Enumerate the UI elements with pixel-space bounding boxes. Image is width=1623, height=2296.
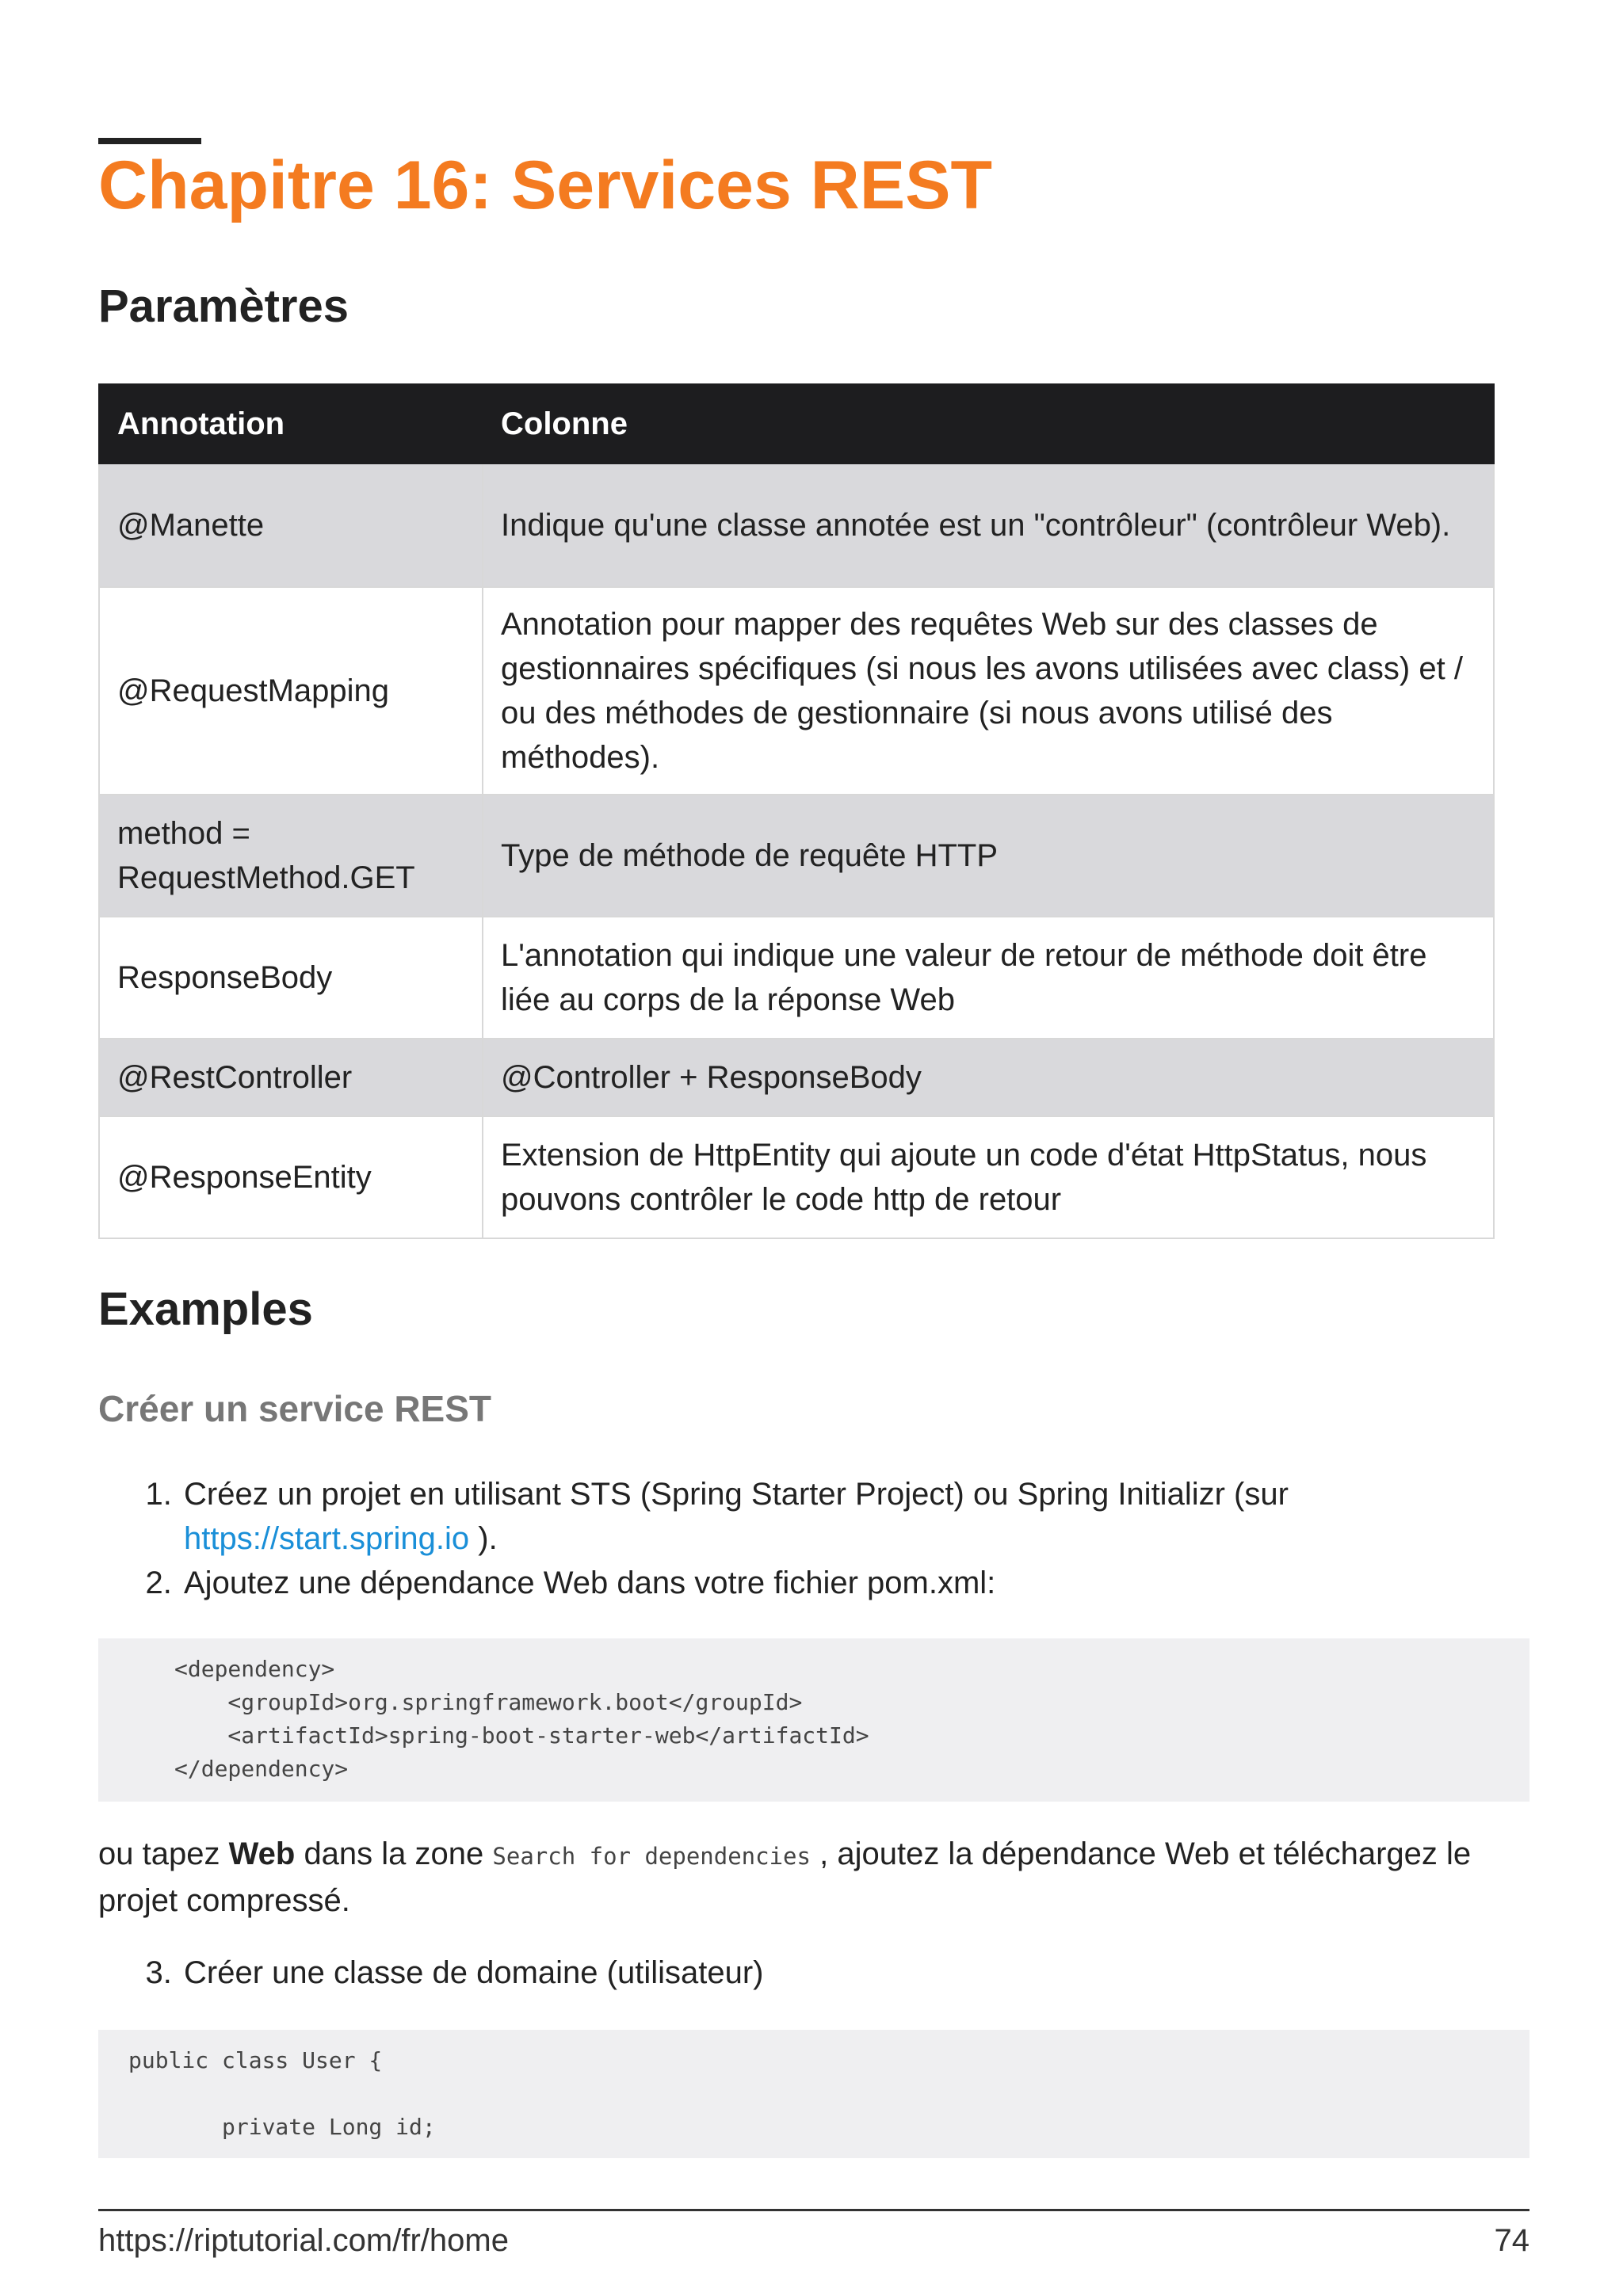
table-cell: L'annotation qui indique une valeur de retour de méthode doit être liée au corps de la réponse Web (483, 917, 1494, 1039)
step-text: Créer une classe de domaine (utilisateur) (184, 1955, 764, 1990)
table-cell: Type de méthode de requête HTTP (483, 795, 1494, 917)
table-row (99, 1116, 1494, 1238)
para-text: ou tapez (98, 1836, 220, 1871)
table-header-cell: Annotation (99, 384, 483, 463)
inline-code: Search for dependencies (492, 1843, 811, 1870)
table-cell: Annotation pour mapper des requêtes Web sur des classes de gestionnaires spécifiques (si nous les avons utilisées avec class) et / ou des méthodes de gestionnaire (si nous avons utilisé des méthodes). (483, 587, 1494, 795)
footer-url: https://riptutorial.com/fr/home (98, 2223, 509, 2258)
step-text-tail: ). (478, 1521, 498, 1556)
table-cell: Extension de HttpEntity qui ajoute un code d'état HttpStatus, nous pouvons contrôler le code http de retour (483, 1116, 1494, 1238)
table-cell: @RequestMapping (99, 587, 483, 795)
steps-list-2 (98, 1951, 1528, 1995)
chapter-rule (98, 138, 201, 144)
params-table (98, 383, 1495, 1239)
table-row (99, 587, 1494, 795)
footer-rule (98, 2209, 1529, 2211)
spring-initializr-link[interactable]: https://start.spring.io (184, 1521, 470, 1556)
dependency-paragraph (98, 1832, 1533, 1923)
examples-subheading: Créer un service REST (98, 1388, 492, 1429)
steps-list-1 (98, 1472, 1528, 1605)
table-row (99, 463, 1494, 587)
page-number: 74 (1494, 2223, 1529, 2258)
chapter-title: Chapitre 16: Services REST (98, 147, 993, 223)
table-row (99, 917, 1494, 1039)
code-block-dependency: <dependency> <groupId>org.springframework.boot</groupId> <artifactId>spring-boot-starter-web</artifactId> </dependency> (98, 1638, 1529, 1802)
list-item (181, 1561, 1528, 1605)
table-cell: Indique qu'une classe annotée est un "contrôleur" (contrôleur Web). (483, 463, 1494, 587)
table-cell: method = RequestMethod.GET (99, 795, 483, 917)
table-row (99, 1039, 1494, 1116)
table-row (99, 795, 1494, 917)
params-heading: Paramètres (98, 280, 349, 332)
table-cell: ResponseBody (99, 917, 483, 1039)
examples-heading: Examples (98, 1283, 313, 1335)
para-text: , ajoutez la dépendance Web et téléchargez le projet compressé. (98, 1836, 1472, 1918)
table-header-row (99, 384, 1494, 463)
table-header-cell: Colonne (483, 384, 1494, 463)
table-cell: @ResponseEntity (99, 1116, 483, 1238)
para-text: dans la zone (304, 1836, 484, 1871)
step-text: Créez un projet en utilisant STS (Spring Starter Project) ou Spring Initializr (sur (184, 1477, 1289, 1512)
step-text: Ajoutez une dépendance Web dans votre fichier pom.xml: (184, 1566, 996, 1600)
para-bold: Web (228, 1836, 296, 1871)
table-cell: @Controller + ResponseBody (483, 1039, 1494, 1116)
code-block-user-class: public class User { private Long id; (98, 2030, 1529, 2158)
list-item (181, 1951, 1528, 1995)
table-cell: @Manette (99, 463, 483, 587)
table-cell: @RestController (99, 1039, 483, 1116)
list-item (181, 1472, 1528, 1561)
